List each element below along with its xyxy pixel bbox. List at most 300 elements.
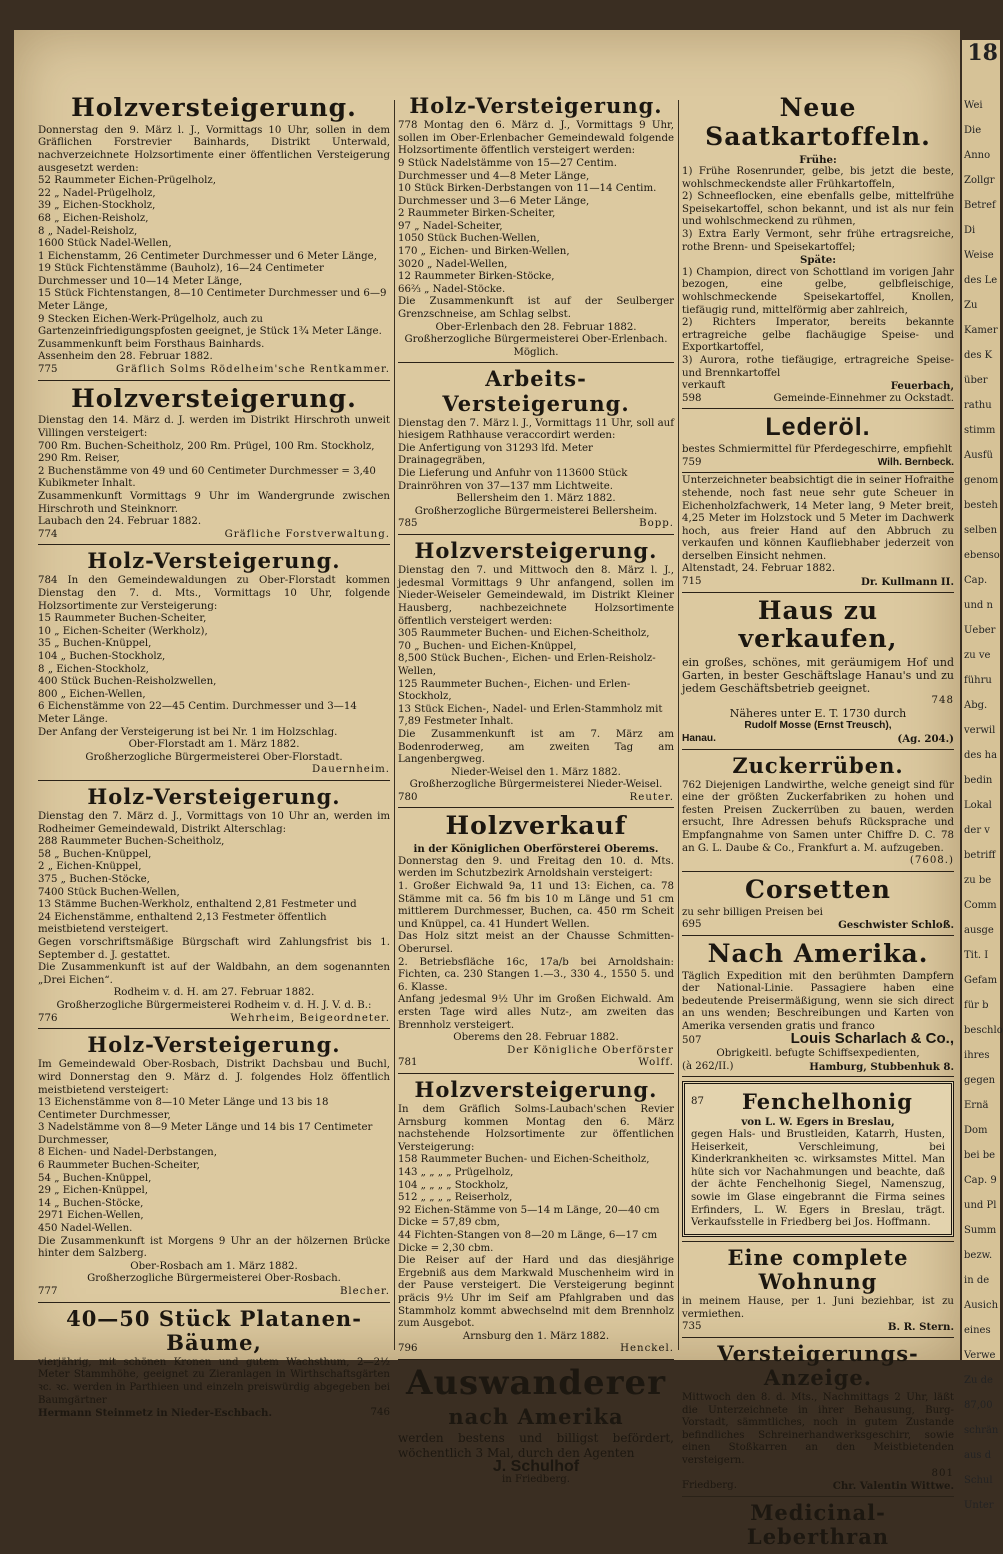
edge-fragment: über — [964, 375, 988, 386]
ad-title: Holzversteigerung. — [414, 538, 658, 564]
ad-text: gegen Hals- und Brustleiden, Katarrh, Husten, Heiserkeit, Verschleimung, bei Kinderkrankheiten ꝛc. wirksamstes Mittel. Man hüte sich vor Nachahmungen und beachte, daß der ächte Fenchelhonig Siegel, Namenszug, sowie im Glase eingebrannt die Firma seines Erfinders, L. W. Egers in Breslau, trägt. Verkaufsstelle in Friedberg bei Jos. Hoffmann. — [691, 1129, 945, 1229]
item-list — [38, 175, 390, 339]
ad-title: Holz-Versteigerung. — [87, 548, 341, 574]
ad-meeting: Zusammenkunft beim Forsthaus Bainhards. — [38, 338, 265, 350]
ad-signature: Gräfliche Forstverwaltung. — [224, 528, 390, 540]
edge-fragment: Abg. — [964, 700, 988, 711]
ad-number: 748 — [931, 695, 954, 707]
ad-office: Großherzogliche Bürgermeisterei Ober-Rosbach. — [87, 1273, 341, 1285]
ad-holz-versteigerung-ober-florstadt — [38, 545, 390, 781]
column-3 — [682, 90, 954, 1554]
column-2 — [398, 90, 674, 1489]
ad-footer — [398, 518, 674, 531]
ad-footer-text: in Friedberg. — [502, 1473, 570, 1485]
ad-office: Der Königliche Oberförster — [507, 1044, 674, 1056]
edge-fragment: Gefam — [964, 975, 998, 986]
ad-zuckerrueben — [682, 750, 954, 872]
ad-number: 780 — [398, 791, 418, 803]
edge-fragment: bezw. — [964, 1250, 993, 1261]
list-item: 104 „ Buchen-Stockholz, — [38, 651, 166, 663]
ad-platanen-baeume — [38, 1303, 390, 1423]
ad-text: Täglich Expedition mit den berühmten Dampfern der National-Linie. Passagiere haben eine bedeutende Preisermäßigung, wenn sie sich direct an uns wenden; Beschreibungen und Karten von Amerika versenden gratis und franco — [682, 970, 954, 1032]
edge-fragment: aus d — [964, 1450, 992, 1461]
edge-fragment: Zollgr — [964, 175, 995, 186]
ad-number: 87 — [691, 1096, 704, 1108]
ad-fenchelhonig — [682, 1077, 954, 1241]
ad-holzversteigerung-nieder-weisel — [398, 535, 674, 808]
ad-holzversteigerung-arnsburg — [398, 1074, 674, 1360]
list-item: 125 Raummeter Buchen-, Eichen- und Erlen-Stockholz, — [398, 678, 631, 703]
list-item: 2) Schneeflocken, eine ebenfalls gelbe, mittelfrühe Speisekartoffel, schon bekannt, und ist als nur fein und wohlschmeckend zu rühmen, — [682, 191, 954, 228]
edge-fragment: verwil — [964, 725, 996, 736]
ad-footer — [682, 457, 954, 470]
ad-nach-amerika — [682, 936, 954, 1078]
ad-signature: B. R. Stern. — [887, 1321, 954, 1334]
edge-fragment: des Le — [964, 275, 998, 286]
list-item: 1. Großer Eichwald 9a, 11 und 13: Eichen, ca. 78 Stämme mit ca. 56 fm bis 10 m Länge und 51 cm mittlerem Durchmesser, Buchen, ca. 450 rm Scheit und Knüppel, ca. 41 Hundert Wellen. — [398, 881, 674, 930]
list-item: 15 Stück Fichtenstangen, 8—10 Centimeter Durchmesser und 6—9 Meter Länge, — [38, 288, 390, 313]
ad-place-date: Arnsburg den 1. März 1882. — [462, 1330, 610, 1342]
list-item: 143 „ „ „ „ Prügelholz, — [398, 1167, 514, 1179]
list-item: 1050 Stück Buchen-Wellen, — [398, 233, 540, 245]
column-divider — [678, 100, 679, 1350]
ad-meeting: Zusammenkunft Vormittags 9 Uhr im Wandergrunde zwischen Hirschroth und Steinknorr. — [38, 490, 390, 515]
ad-signature: Wolff. — [638, 1057, 674, 1069]
ad-ref: (Ag. 204.) — [897, 732, 954, 745]
ad-text: Dienstag den 14. März d. J. werden im Distrikt Hirschroth unweit Villingen versteigert: — [38, 415, 390, 439]
edge-fragment: Anno — [964, 150, 991, 161]
list-item: 92 Eichen-Stämme von 5—14 m Länge, 20—40 cm Dicke = 57,89 cbm, — [398, 1204, 663, 1229]
list-item: 10 Stück Birken-Derbstangen von 11—14 Centim. Durchmesser und 3—6 Meter Länge, — [398, 183, 660, 207]
list-item: 3 Nadelstämme von 8—9 Meter Länge und 14 bis 17 Centimeter Durchmesser, — [38, 1122, 376, 1146]
ad-footer — [682, 1321, 954, 1334]
ad-office: Großherzogliche Bürgermeisterei Bellersheim. — [414, 505, 658, 517]
edge-fragment: Cap. 9 — [964, 1175, 997, 1186]
ad-footer — [682, 393, 954, 406]
list-item: 10 „ Eichen-Scheiter (Werkholz), — [38, 625, 208, 637]
list-item: 8 Eichen- und Nadel-Derbstangen, — [38, 1147, 217, 1159]
ad-footer — [682, 919, 954, 932]
ad-number: 759 — [682, 456, 702, 468]
column-1 — [38, 90, 390, 1423]
ad-place-date: Assenheim den 28. Februar 1882. — [38, 351, 213, 363]
list-item: 29 „ Eichen-Knüppel, — [38, 1185, 149, 1197]
ad-footer — [398, 1343, 674, 1356]
ad-signature: Hermann Steinmetz in Nieder-Eschbach. — [38, 1407, 273, 1420]
list-item: 170 „ Eichen- und Birken-Wellen, — [398, 246, 570, 258]
ad-meeting: Die Zusammenkunft ist auf der Seulberger Grenzschneise, am Schlag selbst. — [398, 296, 674, 321]
ad-text: Mittwoch den 8. d. Mts., Nachmittags 2 Uhr, läßt die Unterzeichnete in ihrer Behausung, Burg-Vorstadt, sämmtliches, noch in gutem Zustande befindliches Schreinerhandwerksgeschirr, sowie einen Stoßkarren an den Meistbietenden versteigern. — [682, 1392, 954, 1467]
ad-number: 695 — [682, 919, 702, 931]
ad-place-date: Ober-Rosbach am 1. März 1882. — [130, 1260, 298, 1272]
edge-fragment: Kamer — [964, 325, 998, 336]
list-item: 6 Raummeter Buchen-Scheiter, — [38, 1160, 200, 1172]
section-heading: Späte: — [799, 254, 837, 267]
list-item: 8 „ Nadel-Reisholz, — [38, 225, 138, 237]
ad-signature: Wilh. Bernbeck. — [877, 456, 954, 468]
section-heading: Frühe: — [799, 153, 837, 166]
list-item: 2971 Eichen-Wellen, — [38, 1210, 144, 1222]
list-item: 15 Raummeter Buchen-Scheiter, — [38, 613, 207, 625]
list-item: 6 Eichenstämme von 22—45 Centim. Durchmesser und 3—14 Meter Länge. — [38, 701, 361, 725]
edge-fragment: der v — [964, 825, 990, 836]
edge-fragment: und Pl — [964, 1200, 997, 1211]
ad-text: in meinem Hause, per 1. Juni beziehbar, ist zu vermiethen. — [682, 1296, 954, 1320]
ad-text: 784 In den Gemeindewaldungen zu Ober-Florstadt kommen Dienstag den 7. d. Mts., Vormittags 10 Uhr, folgende Holzsortimente zur Versteigerung: — [38, 575, 390, 612]
list-item: 1) Frühe Rosenrunder, gelbe, bis jetzt die beste, wohlschmeckendste aller Frühkartoffeln, — [682, 166, 954, 190]
ad-title: 40—50 Stück Platanen-Bäume, — [66, 1305, 362, 1355]
ad-subtitle: nach Amerika — [448, 1404, 624, 1430]
ad-footer — [682, 1480, 954, 1493]
ad-text: Dienstag den 7. und Mittwoch den 8. März l. J., jedesmal Vormittags 9 Uhr anfangend, sollen im Nieder-Weiseler Gemeindewald, im Distrikt Kleiner Hausberg, nachbezeichnete Holzsortimente öffentlich versteigert werden: — [398, 565, 674, 627]
ad-title: Holz-Versteigerung. — [409, 93, 663, 118]
ad-place-date: Altenstadt, 24. Februar 1882. — [682, 563, 836, 575]
ad-signature: Gemeinde-Einnehmer zu Ockstadt. — [773, 392, 954, 404]
edge-fragment: selben — [964, 525, 998, 536]
ad-signature: Gräflich Solms Rödelheim'sche Rentkammer. — [116, 364, 390, 376]
edge-fragment: Zu — [964, 300, 978, 311]
edge-fragment: Tit. I — [964, 950, 989, 961]
list-item: 7400 Stück Buchen-Wellen, — [38, 886, 180, 898]
ad-title: Holzversteigerung. — [71, 93, 357, 122]
ad-text: Dienstag den 7. März l. J., Vormittags 11 Uhr, soll auf hiesigem Rathhause veraccordirt werden: — [398, 417, 674, 442]
ad-footer — [38, 529, 390, 542]
ad-footer — [38, 1013, 390, 1026]
ad-text: 778 Montag den 6. März d. J., Vormittags 9 Uhr, sollen im Ober-Erlenbacher Gemeindewald folgende Holzsortimente öffentlich versteigert werden: — [398, 120, 674, 157]
edge-fragment: eines — [964, 1325, 991, 1336]
ad-signature: Möglich. — [513, 346, 559, 358]
edge-fragment: Ernä — [964, 1100, 989, 1111]
edge-fragment: Weise — [964, 250, 994, 261]
ad-number: 781 — [398, 1057, 418, 1069]
ad-footer — [682, 1061, 954, 1074]
ad-number: 774 — [38, 528, 58, 540]
ad-maker: von L. W. Egers in Breslau, — [741, 1116, 895, 1129]
ad-company: Louis Scharlach & Co., — [790, 1030, 954, 1048]
list-item: 2) Richters Imperator, bereits bekannte ertragreiche gelbe flachäugige Speise- und Exportkartoffel, — [682, 317, 954, 354]
ad-signature: Geschwister Schloß. — [838, 919, 954, 932]
ad-footer — [398, 1057, 674, 1070]
edge-fragment: Zu de — [964, 1375, 993, 1386]
list-item: 3) Aurora, rothe tiefäugige, ertragreiche Speise- und Brennkartoffel — [682, 355, 954, 379]
edge-fragment: stimm — [964, 425, 996, 436]
ad-corsetten — [682, 872, 954, 936]
edge-fragment: Ausfü — [964, 450, 993, 461]
edge-fragment: Dom — [964, 1125, 988, 1136]
ad-number: 746 — [370, 1407, 390, 1419]
list-item: 35 „ Buchen-Knüppel, — [38, 638, 152, 650]
edge-fragment: Verwe — [964, 1350, 996, 1361]
ad-text: zu sehr billigen Preisen bei — [682, 906, 823, 918]
list-item: 19 Stück Fichtenstämme (Bauholz), 16—24 Centimeter Durchmesser und 10—14 Meter Länge, — [38, 263, 328, 287]
ad-signature: Reuter. — [629, 791, 674, 803]
ad-agent: Rudolf Mosse (Ernst Treusch), — [744, 720, 892, 732]
edge-fragment: bei be — [964, 1150, 996, 1161]
ad-text: Unterzeichneter beabsichtigt die in seiner Hofraithe stehende, noch fast neue sehr gute Scheuer in Eichenholzfachwerk, 14 Meter lang, 9 Meter breit, 4,25 Meter im Holzstock und 5 Meter im Dachwerk hoch, aus freier Hand auf den Abbruch zu verkaufen und können Kaufliebhaber jederzeit von derselben Einsicht nehmen. — [682, 475, 954, 562]
ad-footer — [398, 792, 674, 805]
ad-address: Hamburg, Stubbenhuk 8. — [809, 1060, 954, 1073]
list-item: 24 Eichenstämme, enthaltend 2,13 Festmeter öffentlich meistbietend versteigert. — [38, 911, 330, 936]
ad-title: Fenchelhonig — [741, 1089, 913, 1115]
list-item: 3) Extra Early Vermont, sehr frühe ertragsreiche, rothe Brenn- und Speisekartoffel; — [682, 229, 954, 253]
edge-fragment: Die — [964, 125, 982, 136]
edge-fragment: ausge — [964, 925, 994, 936]
ad-place-date: Oberems den 28. Februar 1882. — [453, 1032, 619, 1044]
ad-meeting: Die Reiser auf der Hard und das diesjährige Ergebniß aus dem Markwald Muschenheim wird in der Pause versteigert. Die Versteigerung beginnt präcis 9½ Uhr im Seif am Pfahlgraben und das Stammholz kommt abwechselnd mit dem Brennholz zum Ausgebot. — [398, 1255, 674, 1330]
edge-fragment: ihres — [964, 1050, 990, 1061]
ad-signature: Dr. Kullmann II. — [861, 576, 954, 589]
edge-fragment: in de — [964, 1275, 990, 1286]
ad-place-date: Bellersheim den 1. März 1882. — [456, 493, 616, 505]
ad-place-date: Ober-Florstadt am 1. März 1882. — [128, 739, 300, 751]
ad-complete-wohnung — [682, 1242, 954, 1338]
edge-fragment: besteh — [964, 500, 998, 511]
list-item: 104 „ „ „ „ Stockholz, — [398, 1179, 509, 1191]
ad-holzversteigerung-hirschroth — [38, 381, 390, 546]
list-item: 39 „ Eichen-Stockholz, — [38, 200, 156, 212]
list-item: 68 „ Eichen-Reisholz, — [38, 212, 149, 224]
ad-footer — [38, 364, 390, 377]
list-item: 54 „ Buchen-Knüppel, — [38, 1172, 152, 1184]
ad-holzverkauf-oberems — [398, 808, 674, 1073]
ad-ref: (7608.) — [909, 855, 954, 867]
ad-footer — [682, 733, 954, 746]
list-item: 8 „ Eichen-Stockholz, — [38, 663, 149, 675]
ad-signature: Henckel. — [620, 1343, 674, 1355]
ad-text: Donnerstag den 9. März l. J., Vormittags 10 Uhr, sollen in dem Gräflichen Forstrevier Bainhards, Distrikt Unterwald, nachverzeichnete Holzsortimente einer öffentlichen Versteigerung ausgesetzt werden: — [38, 124, 390, 174]
list-item: Die Anfertigung von 31293 lfd. Meter Drainagegräben, — [398, 442, 597, 467]
ad-title: Corsetten — [745, 874, 891, 904]
edge-fragment: führu — [964, 675, 992, 686]
list-item: 1) Champion, direct von Schottland im vorigen Jahr bezogen, eine gelbe, gelbfleischige, wohlschmeckende Speisekartoffel, Knollen, tiefäugig rund, mittelförmig aber zahlreich, — [682, 266, 954, 316]
list-item: 12 Raummeter Birken-Stöcke, — [398, 271, 555, 283]
ad-title: Holzversteigerung. — [414, 1076, 658, 1102]
list-item: 800 „ Eichen-Wellen, — [38, 688, 146, 700]
edge-fragment: rathu — [964, 400, 992, 411]
ad-text: bestes Schmiermittel für Pferdegeschirre, empfiehlt — [682, 444, 953, 456]
list-item: 450 Nadel-Wellen. — [38, 1223, 133, 1235]
ad-meeting: Der Anfang der Versteigerung ist bei Nr. 1 im Holzschlag. — [38, 726, 338, 738]
ad-signature: Blecher. — [339, 1286, 390, 1298]
list-item: 2. Betriebsfläche 16c, 17a/b bei Arnoldshain: Fichten, ca. 230 Stangen 1.—3., 330 4., 1550 5. und 6. Klasse. — [398, 956, 674, 993]
edge-fragment: und n — [964, 600, 993, 611]
list-item: 70 „ Buchen- und Eichen-Knüppel, — [398, 640, 577, 652]
edge-fragment: schrän — [964, 1425, 999, 1436]
edge-fragment: ebenso — [964, 550, 1000, 561]
list-item: 58 „ Buchen-Knüppel, — [38, 848, 152, 860]
ad-title: Holz-Versteigerung. — [87, 783, 341, 809]
ad-saatkartoffeln — [682, 90, 954, 409]
ad-number: 735 — [682, 1321, 702, 1333]
ad-meeting: Anfang jedesmal 9½ Uhr im Großen Eichwald. Am ersten Tage wird alles Nutz-, am zweiten das Brennholz versteigert. — [398, 994, 674, 1031]
ad-number: 715 — [682, 576, 702, 588]
ad-title: Neue Saatkartoffeln. — [705, 93, 931, 151]
ad-holz-versteigerung-ober-erlenbach — [398, 90, 674, 363]
ad-office: Großherzogliche Bürgermeisterei Ober-Florstadt. — [85, 751, 343, 763]
ad-signature: Bopp. — [639, 518, 674, 530]
edge-fragment: Comm — [964, 900, 997, 911]
ad-signature: Wehrheim, Beigeordneter. — [230, 1012, 390, 1024]
edge-fragment: Lokal — [964, 800, 992, 811]
list-item: Das Holz sitzt meist an der Chausse Schmitten-Oberursel. — [398, 931, 674, 955]
edge-fragment: Cap. — [964, 575, 988, 586]
ad-title: Haus zu verkaufen, — [738, 595, 898, 654]
ad-meeting: Die Zusammenkunft ist auf der Waldbahn, an dem sogenannten „Drei Eichen“. — [38, 962, 390, 986]
ad-lederoel — [682, 409, 954, 473]
page-number: 18 — [967, 40, 998, 66]
list-item: 700 Rm. Buchen-Scheitholz, 200 Rm. Prügel, 100 Rm. Stockholz, 290 Rm. Reiser, — [38, 440, 378, 465]
ad-number: 777 — [38, 1286, 58, 1298]
ad-footer — [38, 1407, 390, 1420]
list-item: 375 „ Buchen-Stöcke, — [38, 874, 150, 886]
ad-title: Auswanderer — [405, 1362, 667, 1403]
list-item: 13 Stück Eichen-, Nadel- und Erlen-Stammholz mit 7,89 Festmeter Inhalt. — [398, 703, 666, 728]
edge-fragment: Ausich — [964, 1300, 999, 1311]
ad-number: 775 — [38, 364, 58, 376]
ad-text: Donnerstag den 9. und Freitag den 10. d. Mts. werden im Schutzbezirk Arnoldshain versteigert: — [398, 855, 674, 880]
edge-fragment: gegen — [964, 1075, 996, 1086]
ad-signature: J. Schulhof — [492, 1458, 580, 1476]
list-item: 400 Stück Buchen-Reisholzwellen, — [38, 676, 217, 688]
edge-fragment-list — [962, 40, 1003, 1511]
list-item: 305 Raummeter Buchen- und Eichen-Scheitholz, — [398, 628, 650, 640]
list-item: 44 Fichten-Stangen von 8—20 m Länge, 6—17 cm Dicke = 2,30 cbm. — [398, 1229, 661, 1254]
edge-fragment: Unter — [964, 1500, 994, 1511]
edge-fragment: zu ve — [964, 650, 991, 661]
ad-number: 776 — [38, 1012, 58, 1024]
edge-fragment: betriff — [964, 850, 996, 861]
edge-fragment: genom — [964, 475, 999, 486]
ad-meeting: Die Zusammenkunft ist am 7. März am Bodenroderweg, am zweiten Tag am Langenbergweg. — [398, 728, 674, 766]
ad-text: vierjährig, mit schönen Kronen und gutem Wachsthum, 2—2½ Meter Stammhöhe, geeignet zu Zieranlagen in Wirthschaftsgärten ꝛc. ꝛc. werden in Parthieen und einzeln preiswürdig abgegeben bei Baumgärtner — [38, 1356, 390, 1406]
edge-fragment: Wei — [964, 100, 983, 111]
list-item: 66⅔ „ Nadel-Stöcke. — [398, 283, 506, 295]
ad-place: Friedberg. — [682, 1480, 737, 1492]
ad-text: 762 Diejenigen Landwirthe, welche geneigt sind für eine der größten Zuckerfabriken zu hohen und festen Preisen Zuckerrüben zu bauen, werden ersucht, Ihre Adressen behufs Rücksprache und Empfangnahme von Samen unter Chiffre D. C. 78 an G. L. Daube & Co., Frankfurt a. M. aufzugeben. — [682, 779, 954, 854]
ad-signature: Dauernheim. — [311, 764, 390, 776]
ad-extra: Gegen vorschriftsmäßige Bürgschaft wird Zahlungsfrist bis 1. September d. J. gestattet. — [38, 937, 390, 961]
list-item: 2 Buchenstämme von 49 und 60 Centimeter Durchmesser = 3,40 Kubikmeter Inhalt. — [38, 465, 380, 490]
ad-info: Näheres unter E. T. 1730 durch — [729, 706, 907, 720]
list-item: 9 Stück Nadelstämme von 15—27 Centim. Durchmesser und 4—8 Meter Länge, — [398, 157, 621, 182]
edge-fragment: Ueber — [964, 625, 996, 636]
ad-seller: Feuerbach, — [890, 380, 954, 393]
ad-scheuer-verkauf — [682, 473, 954, 592]
ad-ref: (à 262/II.) — [682, 1060, 734, 1072]
edge-fragment: Summ — [964, 1225, 997, 1236]
list-item: 1600 Stück Nadel-Wellen, — [38, 238, 172, 250]
ad-office: Obrigkeitl. befugte Schiffsexpedienten, — [716, 1048, 920, 1060]
edge-fragment: 87,00 — [964, 1400, 993, 1411]
list-item: 13 Eichenstämme von 8—10 Meter Länge und 13 bis 18 Centimeter Durchmesser, — [38, 1097, 332, 1121]
ad-text: werden bestens und billigst befördert, wöchentlich 3 Mal, durch den Agenten — [398, 1431, 674, 1461]
ad-holz-versteigerung-rodheim — [38, 781, 390, 1029]
list-item: 2 Raummeter Birken-Scheiter, — [398, 208, 556, 220]
ad-meeting: Die Zusammenkunft ist Morgens 9 Uhr an der hölzernen Brücke hinter dem Salzberg. — [38, 1235, 390, 1260]
ad-holz-versteigerung-ober-rosbach — [38, 1029, 390, 1302]
ad-subtitle: in der Königlichen Oberförsterei Oberems. — [413, 843, 659, 856]
ad-arbeits-versteigerung — [398, 363, 674, 535]
boxed-ad — [682, 1081, 954, 1236]
ad-place-date: Ober-Erlenbach den 28. Februar 1882. — [435, 321, 637, 333]
edge-fragment: für b — [964, 1000, 989, 1011]
ad-title: Zuckerrüben. — [732, 752, 904, 778]
ad-versteigerungs-anzeige — [682, 1338, 954, 1497]
list-item: 22 „ Nadel-Prügelholz, — [38, 187, 156, 199]
ad-footer — [38, 1286, 390, 1299]
ad-number: 598 — [682, 392, 702, 404]
ad-holzversteigerung-bainhards — [38, 90, 390, 381]
list-item: Die Lieferung und Anfuhr von 113600 Stück Drainröhren von 37—137 mm Lichtweite. — [398, 468, 631, 492]
ad-number: 801 — [931, 1467, 954, 1479]
ad-seller-line — [682, 380, 954, 393]
ad-number: 507 — [682, 1035, 702, 1047]
ad-title: Nach Amerika. — [707, 938, 929, 968]
edge-fragment: Betref — [964, 200, 996, 211]
ad-office: Großherzogliche Bürgermeisterei Ober-Erlenbach. — [404, 334, 668, 346]
edge-fragment: des K — [964, 350, 993, 361]
ad-header — [691, 1088, 945, 1116]
list-item: 8,500 Stück Buchen-, Eichen- und Erlen-Reisholz-Wellen, — [398, 653, 656, 677]
edge-fragment: bedin — [964, 775, 993, 786]
list-item: 13 Stämme Buchen-Werkholz, enthaltend 2,81 Festmeter und — [38, 899, 357, 911]
ad-title: Holz-Versteigerung. — [87, 1032, 341, 1058]
list-item: 3020 „ Nadel-Wellen, — [398, 258, 508, 270]
edge-fragment: beschlo — [964, 1025, 1003, 1036]
ad-text: Dienstag den 7. März d. J., Vormittags von 10 Uhr an, werden im Rodheimer Gemeindewald, Distrikt Alterschlag: — [38, 811, 390, 835]
newspaper-page — [14, 30, 960, 1549]
edge-fragment: Di — [964, 225, 976, 236]
list-item: 52 Raummeter Eichen-Prügelholz, — [38, 175, 216, 187]
list-item: 1 Eichenstamm, 26 Centimeter Durchmesser und 6 Meter Länge, — [38, 250, 377, 262]
edge-fragment: zu be — [964, 875, 992, 886]
ad-place-date: Nieder-Weisel den 1. März 1882. — [451, 766, 621, 778]
list-item: 97 „ Nadel-Scheiter, — [398, 220, 503, 232]
ad-place-date: Laubach den 24. Februar 1882. — [38, 516, 202, 528]
ad-number: 785 — [398, 518, 418, 530]
ad-title: Versteigerungs-Anzeige. — [717, 1340, 919, 1390]
ad-title: Lederöl. — [765, 413, 871, 442]
ad-haus-zu-verkaufen — [682, 593, 954, 750]
ad-text: In dem Gräflich Solms-Laubach'schen Revier Arnsburg kommen Montag den 6. März nachstehende Holzsortimente zur öffentlichen Versteigerung: — [398, 1104, 674, 1153]
edge-fragment: Schul — [964, 1475, 993, 1486]
list-item: 14 „ Buchen-Stöcke, — [38, 1197, 144, 1209]
ad-verkauft: verkauft — [682, 380, 726, 392]
ad-number: 796 — [398, 1343, 418, 1355]
ad-title: Eine complete Wohnung — [727, 1244, 909, 1294]
list-item: 158 Raummeter Buchen- und Eichen-Scheitholz, — [398, 1154, 650, 1166]
column-divider — [394, 100, 395, 1350]
list-item: 512 „ „ „ „ Reiserholz, — [398, 1192, 513, 1204]
ad-title: Holzverkauf — [445, 811, 627, 841]
list-item: 2 „ Eichen-Knüppel, — [38, 861, 142, 873]
ad-title: Holzversteigerung. — [71, 383, 357, 413]
ad-title: Arbeits-Versteigerung. — [442, 366, 630, 416]
ad-text: ein großes, schönes, mit geräumigem Hof und Garten, in bester Geschäftslage Hanau's und zu jedem Geschäftsbetrieb geeignet. — [682, 656, 954, 696]
ad-medicinal-leberthran — [682, 1497, 954, 1554]
list-item: 9 Stecken Eichen-Werk-Prügelholz, auch zu Gartenzeinfriedigungspfosten geeignet, je Stück 1¾ Meter Länge. — [38, 313, 382, 338]
edge-fragment: des ha — [964, 750, 998, 761]
ad-office: Großherzogliche Bürgermeisterei Rodheim v. d. H. J. V. d. B.: — [56, 1000, 372, 1011]
ad-place-date: Rodheim v. d. H. am 27. Februar 1882. — [113, 987, 315, 999]
adjacent-page-edge — [962, 40, 1003, 1511]
ad-text: Im Gemeindewald Ober-Rosbach, Distrikt Dachsbau und Buchl, wird Donnerstag den 9. März d. J. folgendes Holz öffentlich meistbietend versteigert: — [38, 1059, 390, 1096]
list-item: 288 Raummeter Buchen-Scheitholz, — [38, 836, 225, 848]
ad-city: Hanau. — [682, 732, 716, 744]
ad-office: Großherzogliche Bürgermeisterei Nieder-Weisel. — [409, 779, 663, 791]
ad-signature: Chr. Valentin Wittwe. — [832, 1480, 954, 1493]
ad-auswanderer — [398, 1360, 674, 1489]
